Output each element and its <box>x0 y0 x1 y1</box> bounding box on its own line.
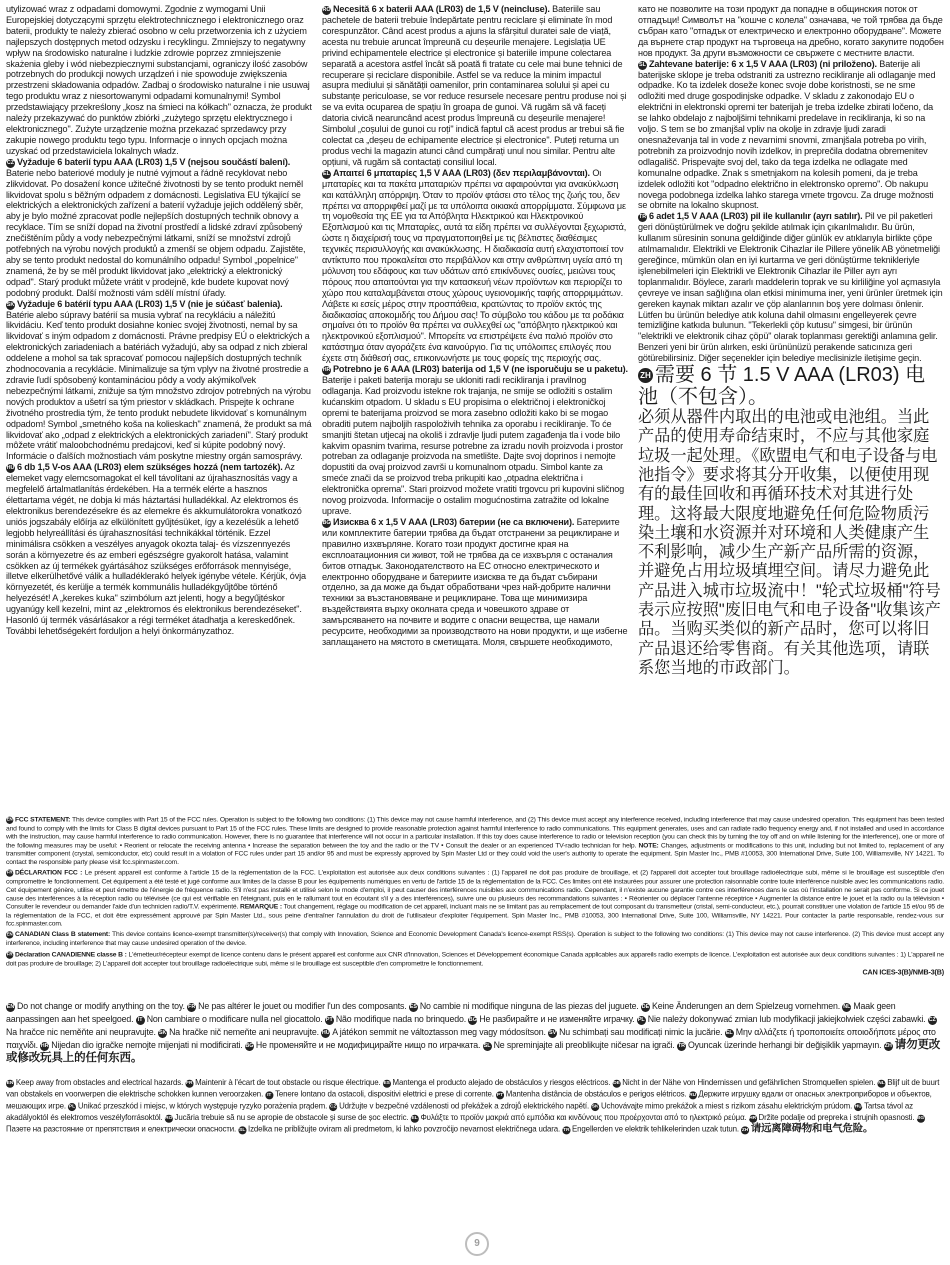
canada-heading-en: CANADIAN Class B statement: <box>14 929 111 938</box>
bg-disposal-text: Батериите или комплектите батерии трябва да бъдат отстранени за рециклиране и правилно изхвърляне. Когато този продукт достигне края на експлоатационния си живот, той не трябва да се изхвърля с останалия битов отпадък. Законодателството на ЕС относно електрическото и електронно оборудване и батериите изисква те да бъдат събирани отделно, за да може да бъдат обработвани чрез най-добрите налични техники за възстановяване и рециклиране. Това ще минимизира въздействията върху околната среда и човешкото здраве от замърсяването на почвите и водите с опасни вещества, ще намали ресурсите, необходими за производството на нови продукти, и ще избегне заплащането на мястото в сметищата. Моля, свършете необходимото, <box>322 516 628 647</box>
hazard-warning-text: Mantenha distância de obstáculos e perigos elétricos. <box>505 1089 687 1099</box>
language-badge: ZH <box>741 1127 749 1133</box>
sk-disposal-text: Batérie alebo súpravy batérií sa musia vybrať na recykláciu a náležitú likvidáciu. Keď tento produkt dosiahne koniec svojej životnosti, nemal by sa likvidovať s iným odpadom z domácnosti. Právne predpisy EÚ o elektrických a elektronických zariadeniach a batériách vyžadujú, aby sa odpad z nich zbieral oddelene a mohol sa tak spracovať pomocou najlepších dostupných techník zhodnocovania a recyklácie. Minimalizuje sa tým vplyv na životné prostredie a zdravie ľudí spôsobený kontamináciou pôdy a vody akýmikoľvek nebezpečnými látkami, znižuje sa tým množstvo zdrojov potrebných na výrobu nových produktov a ušetrí sa tým priestor v skládkach. Prispejte k ochrane životného prostredia tým, že tento produkt nebudete likvidovať s komunálnym odpadom! Symbol „smetného koša na kolieskach" znamená, že produkt sa má likvidovať ako „odpad z elektrických a elektronických zariadení". Starý produkt môžete vrátiť maloobchodnému predajcovi, keď si kúpite podobný nový. Informácie o ďalších možnostiach vám poskytne miestny orgán samosprávy. <box>6 309 312 462</box>
ro-language-badge: RO <box>322 7 331 13</box>
modify-warning-text: Maak geen aanpassingen aan het speelgoed. <box>6 1001 896 1024</box>
modify-warning-text: No cambie ni modifique ninguna de las piezas del juguete. <box>419 1001 639 1011</box>
language-badge: NL <box>878 1080 885 1086</box>
fcc-heading-fr: DÉCLARATION FCC : <box>14 868 83 877</box>
modify-warning-text: Na hračce nic neměňte ani neupravujte. <box>6 1027 156 1037</box>
hazard-warning-text: Nicht in der Nähe von Hindernissen und gefährlichen Stromquellen spielen. <box>622 1077 876 1087</box>
hazard-warning-item <box>612 1078 875 1087</box>
hazard-warning-item <box>591 1101 852 1110</box>
language-badge: SK <box>591 1103 599 1110</box>
el-battery-heading: Απαιτεί 6 μπαταρίες 1,5 V AAA (LR03) (δεν περιλαμβάνονται). <box>333 167 590 178</box>
language-badge: FR <box>186 1080 193 1086</box>
hazard-warning-text: Keep away from obstacles and electrical hazards. <box>15 1077 184 1087</box>
language-badge: TR <box>562 1127 570 1133</box>
fcc-note-en: Changes, adjustments or modifications to this unit, including but not limited to, replacement of any transmitter component (crystal, semiconductor, etc) could result in a violation of FCC rules under part 15 and/or 95 and must be expressly approved by Spin Master Ltd or they could void the user's authority to operate the equipment. Spin Master Inc., PMB #10053, 300 International Drive, Suite 100, Williamsville, NY 14221. To contact the responsible party please visit fcc.spinmaster.com. <box>6 840 944 866</box>
electrical-hazard-warnings <box>6 1077 944 1135</box>
language-badge: BG <box>245 1043 254 1049</box>
canada-text-fr: L'émetteur/récepteur exempt de licence contenu dans le présent appareil est conforme aux CNR d'Innovation, Sciences et Développement économique Canada applicables aux appareils radio exempts de licence. L'exploitation est autorisée aux deux conditions suivantes : 1) L'appareil ne doit pas produire de brouillage; 2) L'appareil doit accepter tout brouillage radioélectrique subi, même si le brouillage est susceptible d'en compromettre le fonctionnement. <box>6 949 945 967</box>
hazard-warning-text: Tenere lontano da ostacoli, dispositivi elettrici e prese di corrente. <box>275 1089 494 1099</box>
modify-warning-item <box>245 1040 480 1050</box>
fcc-note-label-en: NOTE: <box>638 840 659 849</box>
fr-language-badge: FR <box>6 952 13 957</box>
do-not-modify-warnings <box>6 1000 944 1065</box>
modify-warning-item <box>136 1014 323 1024</box>
modify-warning-text: Não modifique nada no brinquedo. <box>335 1014 467 1024</box>
language-badge: PL <box>68 1103 76 1110</box>
hazard-warning-item <box>165 1113 409 1122</box>
hazard-warning-text: Maintenir à l'écart de tout obstacle ou risque électrique. <box>195 1077 381 1087</box>
hazard-warning-text: Držite podalje od prepreka i strujnih opasnosti. <box>758 1112 915 1122</box>
language-badge: EN <box>6 1080 14 1086</box>
hazard-warning-item <box>383 1078 611 1087</box>
modify-warning-item <box>409 1001 639 1011</box>
hazard-warning-item <box>185 1078 380 1087</box>
modify-warning-item <box>40 1040 242 1050</box>
el-language-badge: EL <box>323 170 330 177</box>
language-badge: BG <box>468 1017 477 1023</box>
sk-battery-heading: Vyžaduje 6 batérií typu AAA (LR03) 1,5 V (nie je súčasť balenia). <box>17 298 283 309</box>
modify-warning-item <box>468 1014 634 1024</box>
hazard-warning-item <box>6 1078 183 1087</box>
el-disposal <box>322 168 628 364</box>
zh-battery-heading-text: 需要 6 节 1.5 V AAA (LR03) 电池（不包含）。 <box>638 364 926 409</box>
canada-statement-en <box>6 930 944 947</box>
hazard-warning-text: Φυλάξτε το προϊόν μακριά από εμπόδια και κινδύνους που προέρχονται από το ηλεκτρικό ρεύμα. <box>420 1112 747 1122</box>
hazard-warning-text: Udržujte v bezpečné vzdálenosti od překážek a zdrojů elektrického napětí. <box>339 1101 590 1111</box>
modify-warning-text: Nijedan dio igračke nemojte mijenjati ni modificirati. <box>51 1040 243 1050</box>
modify-warning-item <box>6 1001 185 1011</box>
en-language-badge: EN <box>6 932 13 938</box>
sl-disposal-text: Baterije ali baterijske sklope je treba odstraniti za ustrezno recikliranje ali odlaganje med odpadke. Ko ta izdelek doseže konec svoje dobe koristnosti, se ne sme odložiti med druge gospodinjske odpadke. V skladu z zakonodajo EU o električni in elektronski opremi ter baterijah je treba izdelke zbirati ločeno, da se lahko obdelajo z najboljšimi tehnikami predelave in recikliranja, ki so na voljo. S tem se bo zmanjšal vpliv na okolje in zdravje ljudi zaradi onesnaževanja tal in vode z nevarnimi snovmi, zmanjšala potreba po virih, potrebnih za proizvodnjo novih izdelkov, in preprečila dodatna obremenitev odlagališč. Prispevajte svoj del, tako da tega izdelka ne odlagate med komunalne odpadke. Znak s smetnjakom na kolesih pomeni, da je treba izdelek odložiti kot "odpadno električno in elektronsko opremo". Ob nakupu novega podobnega izdelka lahko starega vrnete trgovcu. Za druge možnosti se obrnite na lokalno skupnost. <box>638 58 936 211</box>
hazard-warning-item <box>411 1113 747 1122</box>
modify-warning-item <box>158 1027 319 1037</box>
cz-language-badge: CZ <box>6 159 15 166</box>
cz-disposal-text: Baterie nebo bateriové moduly je nutné vyjmout a řádně recyklovat nebo zlikvidovat. Po dosažení konce užitečné životnosti by se tento produkt neměl likvidovat spolu s běžným odpadem z domácnosti. Legislativa EU týkající se elektrických a elektronických zařízení a baterií vyžaduje jejich oddělený sběr, aby je bylo možné zpracovat podle nejlepších dostupných technik obnovy a recyklace. Tím se sníží dopad na životní prostředí a lidské zdraví způsobený znečištěním půdy a vody nebezpečnými látkami, sníží se množství zdrojů potřebných na výrobu nových produktů a zmenší se objem odpadu. Zajistěte, aby se tento produkt nedostal do komunálního odpadu! Symbol „popelnice" znamená, že by se měl produkt likvidovat jako „elektrický a elektronický odpad". Starý produkt můžete vrátit v prodejně, kde budete kupovat nový podobný produkt. Další možnosti vám sdělí místní úřady. <box>6 167 306 298</box>
language-badge: PT <box>496 1092 504 1098</box>
language-badge: TR <box>677 1043 686 1049</box>
pl-disposal-tail: utylizować wraz z odpadami domowymi. Zgodnie z wymogami Unii Europejskiej dotyczącymi sprzętu elektrotechnicznego i elektronicznego oraz baterii, produkty te należy zbierać osobno w celu przetworzenia ich z użyciem najlepszych dostępnych metod odzysku i recyklingu. Zmniejszy to negatywny wpływ na środowisko naturalne i ludzkie zdrowie poprzez zmniejszenie skażenia gleby i wód niebezpiecznymi substancjami, ograniczy ilość zasobów potrzebnych do produkcji nowych urządzeń i nie spowoduje zwiększenia przestrzeni składowania odpadów. Zadbaj o środowisko naturalne i nie usuwaj tego produktu wraz z niesortowanymi odpadami komunalnymi! Symbol przedstawiający przekreślony „kosz na śmieci na kółkach" oznacza, że produkt należy przekazywać do punktów zbiórki „zużytego sprzętu elektrycznego i elektronicznego". Zużyte urządzenie można przekazać sprzedawcy przy zakupie nowego produktu tego typu. Informacje o innych opcjach można uzyskać od przedstawiciela lokalnych władz. <box>6 4 312 156</box>
hazard-warning-text: Tartsa távol az akadályoktól és elektromos veszélyforrásoktól. <box>6 1101 913 1122</box>
en-language-badge: EN <box>6 817 13 823</box>
hazard-warning-text: Engellerden ve elektrik tehlikelerinden uzak tutun. <box>572 1124 739 1134</box>
modify-warning-text: Oyuncak üzerinde herhangi bir değişiklik yapmayın. <box>687 1040 882 1050</box>
fr-language-badge: FR <box>6 870 13 876</box>
language-badge: NL <box>843 1004 851 1010</box>
hazard-warning-text: Izdelka ne približujte oviram ali predmetom, ki lahko povzročijo nevarnost električnega udara. <box>248 1124 561 1134</box>
hazard-warning-text: Mantenga el producto alejado de obstáculos y riesgos eléctricos. <box>392 1077 611 1087</box>
language-badge: DE <box>641 1004 650 1010</box>
hazard-warning-item <box>741 1125 873 1134</box>
language-badge: DE <box>613 1080 620 1086</box>
disposal-columns <box>6 4 944 812</box>
modify-warning-text: Nu schimbați sau modificați nimic la jucărie. <box>559 1027 723 1037</box>
hazard-warning-item <box>238 1125 560 1134</box>
language-badge: EL <box>725 1030 733 1036</box>
hu-battery-heading: 6 db 1,5 V-os AAA (LR03) elem szükséges hozzá (nem tartozék). <box>17 462 283 473</box>
hazard-warning-text: Пазете на разстояние от препятствия и електрически опасности. <box>6 1124 237 1134</box>
modify-warning-item <box>548 1027 722 1037</box>
modify-warning-text: Не разбирайте и не изменяйте играчку. <box>479 1014 635 1024</box>
language-badge: IT <box>136 1016 145 1025</box>
column-1 <box>6 4 312 812</box>
tr-disposal-text: Pil ve pil paketleri geri dönüştürülmek ve doğru şekilde atılmak için çıkarılmalıdır. Bu ürün, kullanım süresinin sonuna geldiğinde diğer günlük ev atıklarıyla birlikte çöpe atılmamalıdır. Elektrikli ve Elektronik Cihazlar ile Pillere yönelik AB yönetmeliği gereğince, mümkün olan en iyi kurtarma ve geri dönüştürme teknikleriyle işlenebilmeleri için Elektrikli ve Elektronik Cihazlar ile Piller ayrı ayrı toplanmalıdır. Böylece, zararlı maddelerin toprak ve su kirliliğine yol açmasıyla çevreye ve insan sağlığına olan etkisi minimuma iner, yeni ürünler üretmek için gereken kaynak miktarı azalır ve çöp alanlarının boş yere dolması önlenir. Lütfen bu ürünün belediye atık koluna dahil olmasını engelleyerek çevre temizliğine katkıda bulunun. "Tekerlekli çöp kutusu" simgesi, bir ürünün "elektrikli ve elektronik cihaz çöpü" olarak toplanması gerektiği anlamına gelir. Benzeri yeni bir ürün alırken, eski ürününüzü perakende satıcınıza geri götürebilirsiniz. Diğer seçenekler için belediye meclisinizle iletişime geçin. <box>638 211 943 364</box>
ro-battery-heading: Necesită 6 x baterii AAA (LR03) de 1,5 V (neincluse). <box>333 4 550 14</box>
modify-warning-text: Non cambiare o modificare nulla nel giocattolo. <box>146 1014 323 1024</box>
language-badge: ZH <box>884 1043 892 1049</box>
language-badge: EN <box>6 1004 15 1010</box>
hazard-warning-text: Blijf uit de buurt van obstakels en voorwerpen die elektrische schokken kunnen veroorzaken. <box>6 1077 940 1099</box>
modify-warning-item <box>321 1027 546 1037</box>
modify-warning-text: Na hračke nič nemeňte ani neupravujte. <box>169 1027 319 1037</box>
modify-warning-item <box>187 1001 406 1011</box>
hazard-warning-item <box>562 1125 739 1134</box>
modify-warning-text: A játékon semmit ne változtasson meg vagy módosítson. <box>332 1027 546 1037</box>
cz-disposal <box>6 157 312 299</box>
language-badge: SL <box>239 1127 246 1133</box>
modify-warning-item <box>325 1014 466 1024</box>
sk-language-badge: SK <box>6 301 15 308</box>
language-badge: SL <box>483 1043 491 1049</box>
modify-warning-text: Do not change or modify anything on the toy. <box>17 1001 185 1011</box>
language-badge: HR <box>40 1043 49 1049</box>
language-badge: ES <box>383 1080 390 1086</box>
fcc-statement-fr <box>6 868 944 927</box>
hazard-warning-item <box>496 1090 687 1099</box>
hazard-warning-item <box>265 1090 494 1099</box>
modify-warning-text: Keine Änderungen an dem Spielzeug vornehmen. <box>652 1001 841 1011</box>
hazard-warning-text: Unikać przeszkód i miejsc, w których występuje ryzyko porażenia prądem. <box>77 1101 328 1111</box>
sl-battery-heading: Zahtevane baterije: 6 x 1,5 V AAA (LR03) (ni priloženo). <box>649 58 877 69</box>
fcc-statement-en <box>6 815 944 866</box>
fcc-note-fr: Tout changement, réglage ou modification de cet appareil, incluant mais ne se limitant pas au remplacement de tout composant du transmetteur (cristal, semi-conducteur, etc.), pourrait constituer une violation de l'article 15 et/ou 95 de la réglementation de la FCC, et doit être expressément approuvé par Spin Master Ltd., sous peine d'entraîner l'annulation du droit de l'utilisateur d'exploiter l'équipement. Spin Master Inc., PMB #10053, 300 International Drive, Suite 100, Williamsville, NY 14221. Pour contacter la partie responsable, rendez-vous sur fcc.spinmaster.com. <box>6 902 945 928</box>
canada-statement-fr <box>6 950 944 967</box>
sl-disposal <box>638 59 944 212</box>
tr-disposal <box>638 211 944 364</box>
ices-compliance-code: CAN ICES-3(B)/NMB-3(B) <box>862 967 944 976</box>
bg-disposal <box>322 517 628 648</box>
canada-text-en: This device contains licence-exempt transmitter(s)/receiver(s) that comply with Innovation, Science and Economic Development Canada's licence-exempt RSS(s). Operation is subject to the following two conditions: (1) This device may not cause interference. (2) This device must accept any interference, including interference that may cause undesired operation of the device. <box>6 929 944 947</box>
hu-disposal-text: Az elemeket vagy elemcsomagokat el kell távolítani az újrahasznosítás vagy a megfelelő ártalmatlanítás érdekében. Ha a termék elérte a hasznos élettartama végét, ne dobja ki más háztartási hulladékkal. Az elektromos és elektronikus berendezésekre és az elemekre és akkumulátorokra vonatkozó uniós jogszabály előírja az elkülönített gyűjtésüket, így a kezelésük a lehető legjobb helyreállítási és újrahasznosítási technikákkal történik. Ezzel minimálisra csökken a veszélyes anyagok okozta talaj- és vízszennyezés során a környezetre és az emberi egészségre gyakorolt hatása, valamint csökken az új termékek gyártásához szükséges erőforrások mennyisége, illetve elkerülhetővé válik a hulladéklerakó helyek igénybe vétele. Kérjük, óvja környezetét, és kerülje a termék kommunális hulladékgyűjtőbe történő helyezését! A „kerekes kuka" szimbólum azt jelenti, hogy a begyűjtéskor ugyanúgy kell kezelni, mint az „elektromos és elektronikus berendezéseket". Hasonló új termék vásárlásakor a régi terméket átadhatja a kereskedőnek. További lehetőségekért forduljon a helyi önkormányzathoz. <box>6 462 306 636</box>
tr-battery-heading: 6 adet 1,5 V AAA (LR03) pil ile kullanılır (ayrı satılır). <box>649 211 863 222</box>
fcc-note-label-fr: REMARQUE : <box>240 902 282 911</box>
modify-warning-text: Ne pas altérer le jouet ou modifier l'un des composants. <box>198 1001 407 1011</box>
modify-warning-text: Не променяйте и не модифицирайте нищо по играчката. <box>255 1040 481 1050</box>
bg-battery-heading: Изисква 6 х 1,5 V AAA (LR03) батерии (не са включени). <box>333 516 575 527</box>
modify-warning-item <box>641 1001 840 1011</box>
language-badge: PT <box>325 1017 333 1023</box>
column-3 <box>638 4 944 812</box>
fcc-heading-en: FCC STATEMENT: <box>14 815 71 824</box>
sk-disposal <box>6 299 312 463</box>
column-2 <box>322 4 628 812</box>
hr-language-badge: HR <box>322 367 331 374</box>
hr-disposal-text: Baterije i paketi baterija moraju se ukloniti radi recikliranja i pravilnog odlaganja. Kad proizvodu istekne rok trajanja, ne smije se odložiti s ostalim kućanskim otpadom. U skladu s EU propisima o električnoj i elektroničkoj opremi te baterijama proizvod se mora zasebno odložiti kako bi se mogao obraditi putem najboljih raspoloživih tehnika za oporabu i recikliranje. To će smanjiti štetan utjecaj na okoliš i zdravlje ljudi putem zagađenja tla i vode bilo kakvim opasnim tvarima, resurse potrebne za izradu novih proizvoda i prostor potreban za odlaganje proizvoda na smetlište. Dajte svoj doprinos i nemojte dopustiti da ovaj proizvod završi u komunalnom otpadu. Simbol kante za smeće znači da se proizvod treba prikupiti kao „otpadna električna i elektronička oprema". Stari proizvod možete vratiti trgovcu pri kupovini sličnog novog proizvoda. Informacije o ostalim mogućnostima zatražite od lokalne uprave. <box>322 375 625 516</box>
hazard-warning-text: Uchovávajte mimo prekážok a miest s rizikom zásahu elektrickým prúdom. <box>600 1101 853 1111</box>
modify-warning-text: 请勿更改或修改玩具上的任何东西。 <box>6 1039 941 1064</box>
modify-warning-text: Nie należy dokonywać zmian lub modyfikacji jakiejkolwiek części zabawki. <box>647 1014 926 1024</box>
hazard-warning-text: Держите игрушку вдали от опасных электроприборов и объектов, мешающих игре. <box>6 1089 932 1111</box>
ro-disposal-text: Bateriile sau pachetele de baterii trebuie îndepărtate pentru reciclare și eliminate în mod corespunzător. Când acest produs a ajuns la sfârșitul duratei sale de viață, acesta nu trebuie aruncat împreună cu deșeurile menajere. Legislația UE privind echipamentele electrice și electronice și bateriile impune colectarea separată a acestora astfel încât să poată fi tratate cu cele mai bune tehnici de recuperare și reciclare disponibile. Astfel se va reduce la minim impactul asupra mediului și sănătății oamenilor, prin contaminarea solului și apei cu substanțe periculoase, se vor reduce resursele necesare pentru produse noi și se va evita ocuparea de spațiu în groapa de gunoi. Vă rugăm să vă faceți datoria civică nearuncând acest produs împreună cu deșeurile menajere! Simbolul „coșului de gunoi cu roți" indică faptul că acest produs ar trebui să fie colectat ca „deșeu de echipamente electrice și electronice". Puteți returna un produs vechi la magazin atunci când cumpărați unul nou similar. Pentru alte opțiuni, vă rugăm să contactați consiliul local. <box>322 4 627 167</box>
bg-disposal-tail: като не позволите на този продукт да попадне в общинския поток от отпадъци! Символът на "кошче с колела" означава, че той трябва да бъде събран като "отпадък от електрическо и електронно оборудване". Можете да върнете стар продукт на търговеца на дребно, когато закупите подобен нов продукт. За други възможности се свържете с местните власти. <box>638 4 944 58</box>
modify-warning-text: Ne spreminjajte ali preoblikujte ničesar na igrači. <box>493 1040 675 1050</box>
zh-disposal-text: 必须从器件内取出的电池或电池组。当此产品的使用寿命结束时，不应与其他家庭垃圾一起处理。《欧盟电气和电子设备与电池指令》要求将其分开收集，以便使用现有的最佳回收和再循环技术对其进行处理。这将最大限度地避免任何危险物质污染土壤和水资源并对环境和人类健康产生不利影响，减少生产新产品所需的资源，并避免占用垃圾填埋空间。请尽力避免此产品进入城市垃圾流中！"轮式垃圾桶"符号表示应按照"废旧电气和电子设备"收集该产品。当购买类似的新产品时，您可以将旧产品退还给零售商。有关其他选项，请联系您当地的市政部门。 <box>638 408 941 677</box>
language-badge: CZ <box>330 1103 337 1110</box>
zh-battery-heading <box>638 364 944 408</box>
language-badge: EL <box>411 1115 418 1121</box>
modify-warning-item <box>483 1040 675 1050</box>
sl-language-badge: SL <box>639 61 646 68</box>
language-badge: IT <box>267 1092 272 1098</box>
el-disposal-text: Οι μπαταρίες και τα πακέτα μπαταριών πρέπει να αφαιρούνται για ανακύκλωση και κατάλληλη απόρριψη. Όταν το προϊόν φτάσει στο τέλος της ζωής του, δεν πρέπει να απορριφθεί μαζί με τα υπόλοιπα οικιακά απορρίμματα. Σύμφωνα με τη νομοθεσία της ΕΕ για τα Απόβλητα Ηλεκτρικού και Ηλεκτρονικού Εξοπλισμού και τις Μπαταρίες, αυτά τα είδη πρέπει να συλλέγονται ξεχωριστά, ώστε η διαχείρισή τους να πραγματοποιηθεί με τις βέλτιστες διαθέσιμες τεχνικές περισυλλογής και ανακύκλωσης. Η διαδικασία αυτή ελαχιστοποιεί τον αντίκτυπο που προκαλείται στο περιβάλλον και στην ανθρώπινη υγεία από τη μόλυνση του εδάφους και των υδάτων από επικίνδυνες ουσίες, μειώνει τους πόρους που απαιτούνται για την κατασκευή νέων προϊόντων και περιορίζει το χώρο που καταλαμβάνεται στους χώρους υγειονομικής ταφής απορριμμάτων. Λάβετε κι εσείς μέρος στην προσπάθεια, κρατώντας το προϊόν εκτός της διαδικασίας αποκομιδής του Δήμου σας! Το σύμβολο του κάδου με τα ροδάκια σημαίνει ότι το προϊόν θα πρέπει να συλλεχθεί ως "απόβλητο ηλεκτρικού και ηλεκτρονικού εξοπλισμού". Μπορείτε να επιστρέψετε ένα παλιό προϊόν στο κατάστημα όταν αγοράζετε ένα καινούργιο. Για τις υπόλοιπες επιλογές που έχετε στη διάθεσή σας, επικοινωνήστε με τους φορείς της περιοχής σας. <box>322 167 627 364</box>
language-badge: HU <box>854 1103 862 1110</box>
language-badge: FR <box>188 1004 196 1010</box>
page-number: 9 <box>465 1232 489 1256</box>
hr-disposal <box>322 364 628 517</box>
hazard-warning-text: Jucăria trebuie să nu se apropie de obstacole și surse de șoc electric. <box>174 1112 409 1122</box>
canada-heading-fr: Déclaration CANADIENNE classe B : <box>14 949 127 958</box>
ro-disposal <box>322 4 628 168</box>
hu-disposal <box>6 462 312 637</box>
language-badge: ES <box>409 1004 417 1010</box>
zh-language-badge: ZH <box>638 368 653 383</box>
language-badge: RU <box>689 1092 697 1098</box>
language-badge: CZ <box>928 1017 936 1023</box>
cz-battery-heading: Vyžaduje 6 baterií typu AAA (LR03) 1,5 V (nejsou součástí balení). <box>17 156 291 167</box>
language-badge: HR <box>749 1115 757 1121</box>
hu-language-badge: HU <box>6 465 15 472</box>
fcc-text-fr: Le présent appareil est conforme à l'article 15 de la réglementation de la FCC. L'exploitation est autorisée aux deux conditions suivantes : (1) l'appareil ne doit pas produire de brouillage, et (2) l'appareil doit accepter tout brouillage radioélectrique subi, même si le brouillage est susceptible d'en compromettre le fonctionnement. Cet équipement a été testé et jugé conforme aux limites de la classe B pour les équipements numériques en vertu de l'article 15 de la réglementation de la FCC. Ces limites ont été instaurées pour assurer une protection raisonnable contre toute interférence nuisible avec les communications radio. Cet équipement génère, utilise et peut émettre de l'énergie de fréquence radio. S'il n'est pas installé et utilisé selon le mode d'emploi, il peut causer des interférences nuisibles aux communications radio. Cependant, il n'existe aucune garantie contre ces interférences dans le cas où l'installation ne serait pas conforme. Si ce jouet cause des interférences à la réception radio ou télévisée (ce qui est vérifiable en l'éteignant, puis en le rallumant tout en écoutant s'il y a des interférences), suivre une ou plusieurs des recommandations suivantes : • Réorienter ou déplacer l'antenne réceptrice • Augmenter la distance entre le jouet et la radio ou la télévision • Consulter le revendeur ou demander l'aide d'un technicien radio/T.V. expérimenté. <box>6 868 944 911</box>
hr-battery-heading: Potrebno je 6 AAA (LR03) baterija od 1,5 V (ne isporučuju se u paketu). <box>333 364 628 375</box>
bg-language-badge: BG <box>322 519 331 526</box>
hazard-warning-text: 请远离障碍物和电气危险。 <box>750 1123 874 1135</box>
modify-warning-text: Μην αλλάζετε ή τροποποιείτε οποιοδήποτε μέρος στο παιχνίδι. <box>6 1027 936 1050</box>
language-badge: PL <box>637 1017 645 1023</box>
fcc-text-en: This device complies with Part 15 of the FCC rules. Operation is subject to the following two conditions: (1) This device may not cause harmful interference, and (2) This device must accept any interference received, including interference that may cause undesired operation. This equipment has been tested and found to comply with the limits for Class B digital devices pursuant to Part 15 of the FCC rules. These limits are designed to provide reasonable protection against harmful interference to radio communications. This equipment generates, uses and can radiate radio frequency energy and, if not installed and used in accordance with the instruction, may cause harmful interference to radio communication. However, there is no guarantee that interference will not occur in a particular installation. If this toy does cause interference to radio or television reception (you can check this by turning the toy off and on while listening for the interference), one or more of the following measures may be useful: • Reorient or relocate the receiving antenna • Increase the separation between the toy and the radio or the TV • Consult the dealer or an experienced TV-radio technician for help. <box>6 815 944 849</box>
modify-warning-item <box>677 1040 881 1050</box>
tr-language-badge: TR <box>638 214 647 221</box>
modify-warning-item <box>637 1014 926 1024</box>
fcc-statements <box>6 815 944 976</box>
language-badge: SV <box>548 1030 557 1036</box>
language-badge: RO <box>165 1115 173 1121</box>
language-badge: HU <box>321 1030 330 1036</box>
language-badge: SK <box>158 1030 167 1036</box>
language-badge: BG <box>916 1115 925 1121</box>
hazard-warning-item <box>329 1101 589 1110</box>
hazard-warning-item <box>749 1113 915 1122</box>
hazard-warning-item <box>68 1101 327 1110</box>
